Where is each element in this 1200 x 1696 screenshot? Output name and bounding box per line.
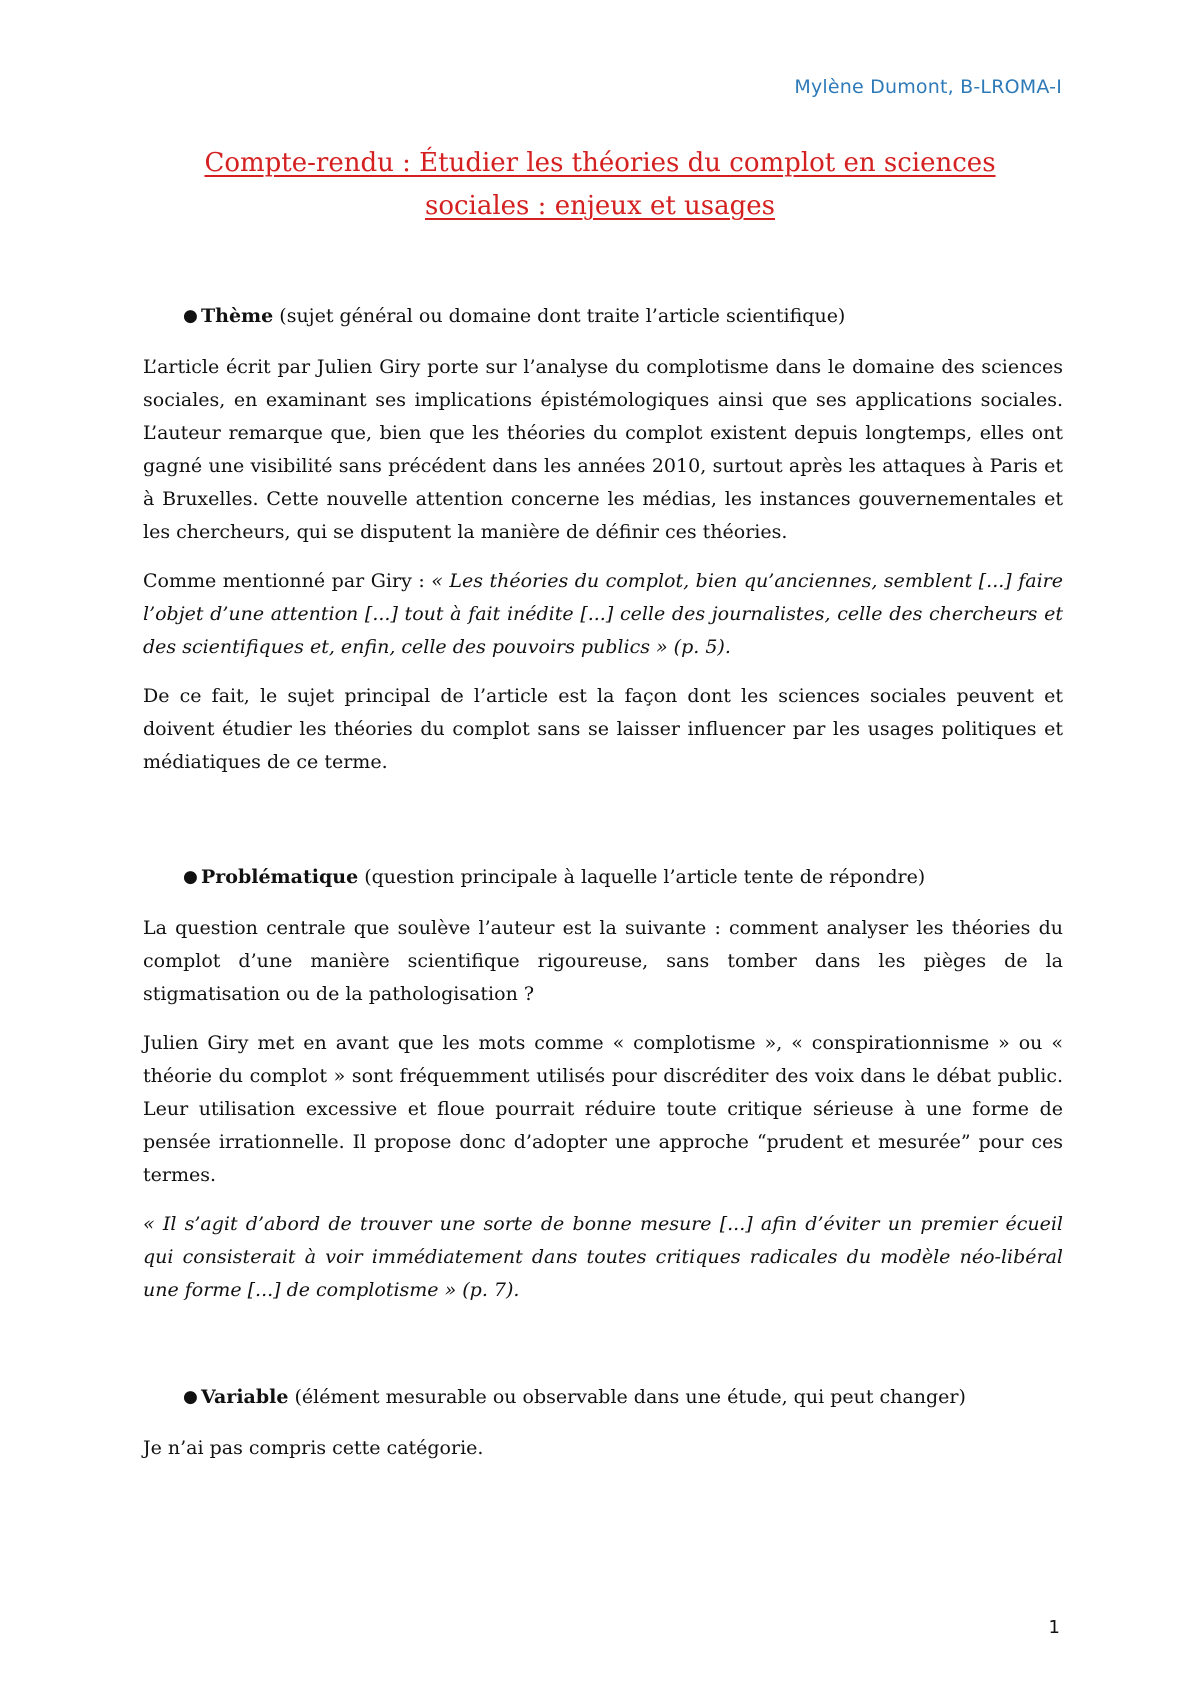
page-number: 1 xyxy=(1048,1617,1060,1638)
heading-note: (sujet général ou domaine dont traite l’article scientifique) xyxy=(279,305,846,327)
heading-label: Thème xyxy=(201,305,274,327)
paragraph: De ce fait, le sujet principal de l’article est la façon dont les sciences sociales peuvent et doivent étudier les théories du complot sans se laisser influencer par les usages politiques et médiatiques de ce terme. xyxy=(143,685,1063,773)
section-heading xyxy=(143,300,1063,333)
document-title xyxy=(140,142,1060,228)
heading-note: (élément mesurable ou observable dans une étude, qui peut changer) xyxy=(294,1386,966,1408)
heading-note: (question principale à laquelle l’article tente de répondre) xyxy=(364,866,926,888)
paragraph: Je n’ai pas compris cette catégorie. xyxy=(143,1437,484,1459)
document-body xyxy=(143,300,1063,1481)
bullet-icon: ● xyxy=(183,1387,198,1407)
title-line-2: sociales : enjeux et usages xyxy=(424,191,776,221)
quote-paragraph: « Il s’agit d’abord de trouver une sorte de bonne mesure [...] afin d’éviter un premier écueil qui consisterait à voir immédiatement dans toutes critiques radicales du modèle néo-libéral une forme [...] de complotisme » (p. 7). xyxy=(143,1213,1063,1301)
paragraph: La question centrale que soulève l’auteur est la suivante : comment analyser les théories du complot d’une manière scientifique rigoureuse, sans tomber dans les pièges de la stigmatisation ou de la pathologisation ? xyxy=(143,917,1063,1005)
header-author: Mylène Dumont, B-LROMA-I xyxy=(794,76,1062,98)
paragraph: L’article écrit par Julien Giry porte sur l’analyse du complotisme dans le domaine des sciences sociales, en examinant ses implications épistémologiques ainsi que ses applications sociales. L’auteur remarque que, bien que les théories du complot existent depuis longtemps, elles ont gagné une visibilité sans précédent dans les années 2010, surtout après les attaques à Paris et à Bruxelles. Cette nouvelle attention concerne les médias, les instances gouvernementales et les chercheurs, qui se disputent la manière de définir ces théories. xyxy=(143,356,1063,543)
paragraph-with-quote xyxy=(143,565,1063,664)
bullet-icon: ● xyxy=(183,867,198,887)
bullet-icon: ● xyxy=(183,306,198,326)
section-theme xyxy=(143,300,1063,779)
section-heading xyxy=(143,861,1063,894)
heading-label: Problématique xyxy=(201,866,359,888)
paragraph: Julien Giry met en avant que les mots comme « complotisme », « conspirationnisme » ou « théorie du complot » sont fréquemment utilisés pour discréditer des voix dans le débat public. Leur utilisation excessive et floue pourrait réduire toute critique sérieuse à une forme de pensée irrationnelle. Il propose donc d’adopter une approche “prudent et mesurée” pour ces termes. xyxy=(143,1032,1063,1186)
section-problematique xyxy=(143,861,1063,1307)
section-variable xyxy=(143,1381,1063,1465)
quote-text: « Les théories du complot, bien qu’anciennes, semblent [...] faire l’objet d’une attention [...] tout à fait inédite [...] celle des journalistes, celle des chercheurs et des scientifiques et, enfin, celle des pouvoirs publics » (p. 5). xyxy=(143,570,1063,658)
section-heading xyxy=(143,1381,1063,1414)
heading-label: Variable xyxy=(201,1386,289,1408)
title-line-1: Compte-rendu : Étudier les théories du complot en sciences xyxy=(204,148,996,178)
quote-intro: Comme mentionné par Giry : xyxy=(143,570,432,592)
